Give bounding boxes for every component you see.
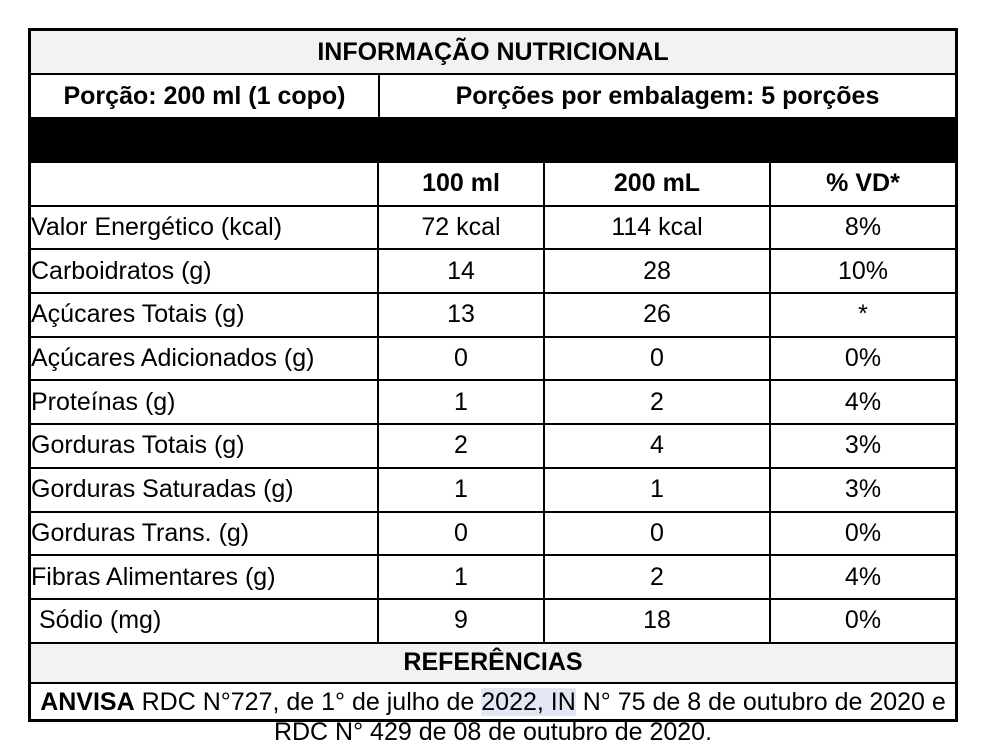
column-header-200ml: 200 mL	[544, 162, 770, 206]
value-100ml: 2	[378, 424, 544, 468]
value-100ml: 1	[378, 468, 544, 512]
nutrient-name: Valor Energético (kcal)	[31, 206, 378, 250]
value-200ml: 28	[544, 249, 770, 293]
column-header-vd: % VD*	[770, 162, 955, 206]
value-100ml: 72 kcal	[378, 206, 544, 250]
references-highlight-year: 2022,	[481, 687, 551, 716]
nutrient-name: Gorduras Totais (g)	[31, 424, 378, 468]
table-row	[31, 293, 955, 337]
value-200ml: 2	[544, 380, 770, 424]
value-200ml: 0	[544, 512, 770, 556]
value-100ml: 0	[378, 337, 544, 381]
value-vd: 4%	[770, 555, 955, 599]
value-100ml: 9	[378, 599, 544, 642]
value-vd: 8%	[770, 206, 955, 250]
column-header-100ml: 100 ml	[378, 162, 544, 206]
value-vd: 0%	[770, 512, 955, 556]
value-200ml: 4	[544, 424, 770, 468]
references-agency: ANVISA	[40, 687, 135, 716]
value-200ml: 2	[544, 555, 770, 599]
references-highlight-in: IN	[550, 687, 576, 716]
panel-title: INFORMAÇÃO NUTRICIONAL	[31, 31, 955, 75]
value-100ml: 1	[378, 555, 544, 599]
value-200ml: 114 kcal	[544, 206, 770, 250]
value-vd: 3%	[770, 424, 955, 468]
nutrient-name: Fibras Alimentares (g)	[31, 555, 378, 599]
servings-per-package: Porções por embalagem: 5 porções	[455, 81, 880, 110]
value-vd: 0%	[770, 337, 955, 381]
table-row	[31, 249, 955, 293]
column-header-row	[31, 162, 955, 206]
table-row	[31, 555, 955, 599]
table-row	[31, 424, 955, 468]
references-text	[31, 684, 955, 747]
references-title: REFERÊNCIAS	[31, 642, 955, 684]
table-row	[31, 468, 955, 512]
nutrient-name: Açúcares Adicionados (g)	[31, 337, 378, 381]
value-200ml: 26	[544, 293, 770, 337]
table-row	[31, 206, 955, 250]
header-divider-bar	[31, 119, 955, 161]
nutrient-name: Carboidratos (g)	[31, 249, 378, 293]
nutrient-name: Gorduras Saturadas (g)	[31, 468, 378, 512]
column-header-empty	[31, 162, 378, 206]
table-row	[31, 380, 955, 424]
nutrient-name: Açúcares Totais (g)	[31, 293, 378, 337]
references-text-part-3: N° 75 de 8 de outubro de 2020 e RDC N° 429 de 08 de outubro de 2020.	[273, 687, 946, 746]
portion-row	[31, 75, 955, 119]
value-vd: 10%	[770, 249, 955, 293]
value-100ml: 13	[378, 293, 544, 337]
nutrition-table	[31, 161, 955, 642]
value-200ml: 18	[544, 599, 770, 642]
value-100ml: 0	[378, 512, 544, 556]
value-vd: 4%	[770, 380, 955, 424]
nutrition-facts-panel	[28, 28, 958, 746]
nutrient-name: Sódio (mg)	[31, 599, 378, 642]
value-vd: 3%	[770, 468, 955, 512]
value-200ml: 0	[544, 337, 770, 381]
table-row	[31, 512, 955, 556]
nutrient-name: Proteínas (g)	[31, 380, 378, 424]
value-200ml: 1	[544, 468, 770, 512]
references-text-part-1: RDC N°727, de 1° de julho de	[134, 687, 482, 716]
value-100ml: 14	[378, 249, 544, 293]
value-100ml: 1	[378, 380, 544, 424]
portion-size: Porção: 200 ml (1 copo)	[31, 75, 380, 117]
value-vd: *	[770, 293, 955, 337]
nutrient-name: Gorduras Trans. (g)	[31, 512, 378, 556]
table-row	[31, 599, 955, 642]
table-row	[31, 337, 955, 381]
value-vd: 0%	[770, 599, 955, 642]
